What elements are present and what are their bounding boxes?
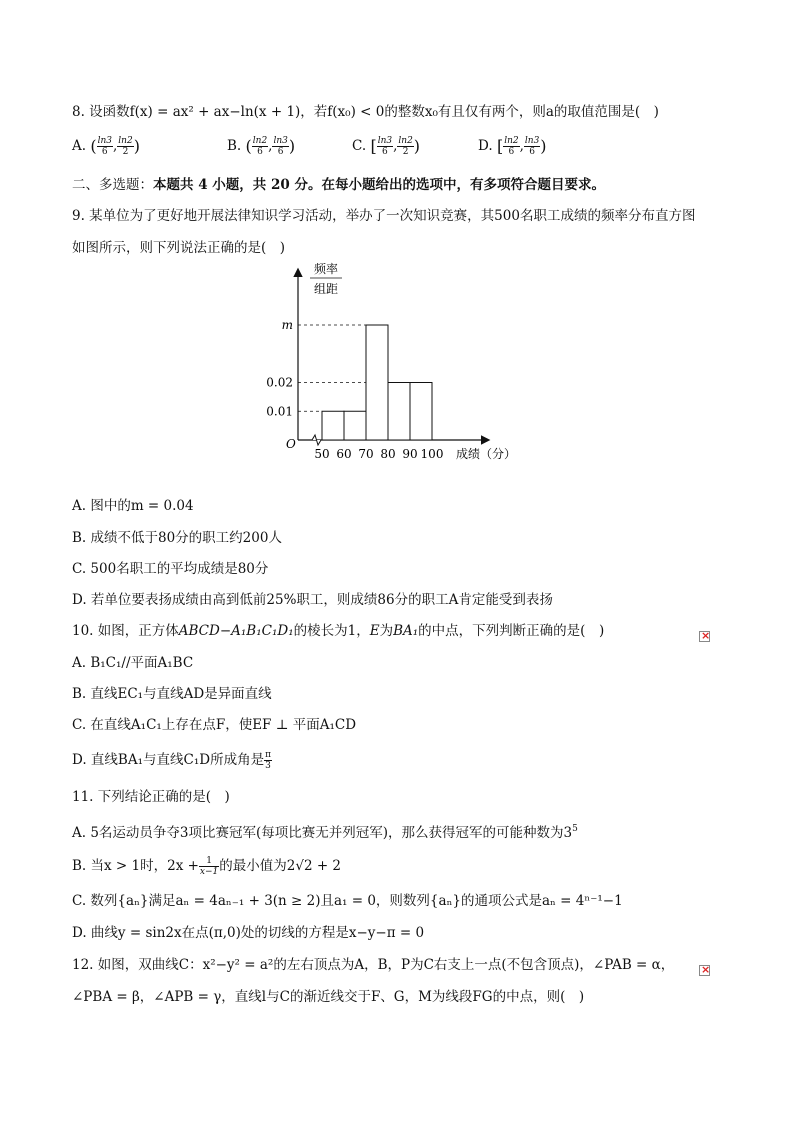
q10-option-a: A. B₁C₁//平面A₁BC: [72, 655, 194, 671]
section-2-header: 二、多选题：本题共 4 小题，共 20 分。在每小题给出的选项中，有多项符合题目要求。: [72, 177, 605, 193]
histogram-bar: [366, 325, 388, 440]
q8-option-a: A. ( $\frac{\ln 3}{6}$ , $\frac{\ln 2}{2}$ ): [72, 136, 140, 157]
q11-option-c: C. 数列{aₙ}满足aₙ = 4aₙ₋₁ + 3(n ≥ 2)且a₁ = 0，则数列{aₙ}的通项公式是aₙ = 4ⁿ⁻¹−1: [72, 893, 623, 909]
histogram-bar: [388, 383, 410, 441]
y-tick-label: 0.01: [266, 404, 293, 419]
q10-stem: 10. 如图，正方体ABCD−A₁B₁C₁D₁的棱长为1，E为BA₁的中点，下列判断正确的是( ): [72, 623, 605, 639]
y-axis-label-bottom: 组距: [313, 282, 339, 296]
q9-option-a: A. 图中的m = 0.04: [72, 498, 194, 514]
x-tick-label: 90: [402, 447, 418, 461]
x-axis-label: 成绩（分）: [456, 447, 517, 461]
histogram-bar: [322, 411, 344, 440]
q8-option-c: C. [ $\frac{\ln 3}{6}$ , $\frac{\ln 2}{2}$ ): [352, 136, 421, 157]
q9-stem-line1: 9. 某单位为了更好地开展法律知识学习活动，举办了一次知识竞赛，其500名职工成绩的频率分布直方图: [72, 208, 696, 224]
y-axis-label-top: 频率: [313, 262, 339, 276]
q9-option-c: C. 500名职工的平均成绩是80分: [72, 561, 269, 577]
q9-option-d: D. 若单位要表扬成绩由高到低前25%职工，则成绩86分的职工A肯定能受到表扬: [72, 592, 553, 608]
y-tick-label: m: [281, 318, 293, 332]
x-tick-label: 60: [336, 447, 352, 461]
q10-option-c: C. 在直线A₁C₁上存在点F，使EF ⊥ 平面A₁CD: [72, 717, 357, 733]
broken-image-icon: ×: [701, 629, 711, 642]
histogram-bar: [410, 383, 432, 441]
q12-stem-line2: ∠PBA = β，∠APB = γ，直线l与C的渐近线交于F、G，M为线段FG的中点，则( ): [72, 989, 585, 1005]
y-tick-label: 0.02: [266, 375, 293, 390]
q9-option-b: B. 成绩不低于80分的职工约200人: [72, 530, 282, 546]
origin-label: O: [286, 437, 296, 451]
q12-stem-line1: 12. 如图，双曲线C：x²−y² = a²的左右顶点为A，B，P为C右支上一点(不包含顶点)，∠PAB = α，: [72, 957, 675, 973]
x-tick-label: 50: [314, 447, 330, 461]
q11-option-b: B. 当x > 1时，2x + $\frac{1}{x-1}$ 的最小值为2√2 + 2: [72, 856, 342, 877]
x-tick-label: 100: [420, 447, 444, 461]
q11-stem: 11. 下列结论正确的是( ): [72, 789, 230, 805]
histogram-bar: [344, 411, 366, 440]
q10-option-d: D. 直线BA₁与直线C₁D所成角是 $\frac{\pi}{3}$: [72, 750, 271, 771]
x-tick-label: 70: [358, 447, 374, 461]
frequency-histogram: [260, 258, 540, 468]
q9-stem-line2: 如图所示，则下列说法正确的是( ): [72, 240, 286, 256]
x-tick-label: 80: [380, 447, 396, 461]
broken-image-icon: ×: [701, 963, 711, 976]
q11-option-a: A. 5名运动员争夺3项比赛冠军(每项比赛无并列冠军)，那么获得冠军的可能种数为$3^5$: [72, 824, 578, 841]
q8-stem: 8. 设函数f(x) = ax² + ax−ln(x + 1)，若f(x₀) < 0的整数x₀有且仅有两个，则a的取值范围是( ): [72, 104, 659, 120]
q10-option-b: B. 直线EC₁与直线AD是异面直线: [72, 686, 272, 702]
q8-option-d: D. [ $\frac{\ln 2}{6}$ , $\frac{\ln 3}{6}$ ): [478, 136, 547, 157]
q8-option-b: B. ( $\frac{\ln 2}{6}$ , $\frac{\ln 3}{6}$ ): [227, 136, 296, 157]
axis-break: [312, 435, 321, 445]
q11-option-d: D. 曲线y = sin2x在点(π,0)处的切线的方程是x−y−π = 0: [72, 925, 425, 941]
